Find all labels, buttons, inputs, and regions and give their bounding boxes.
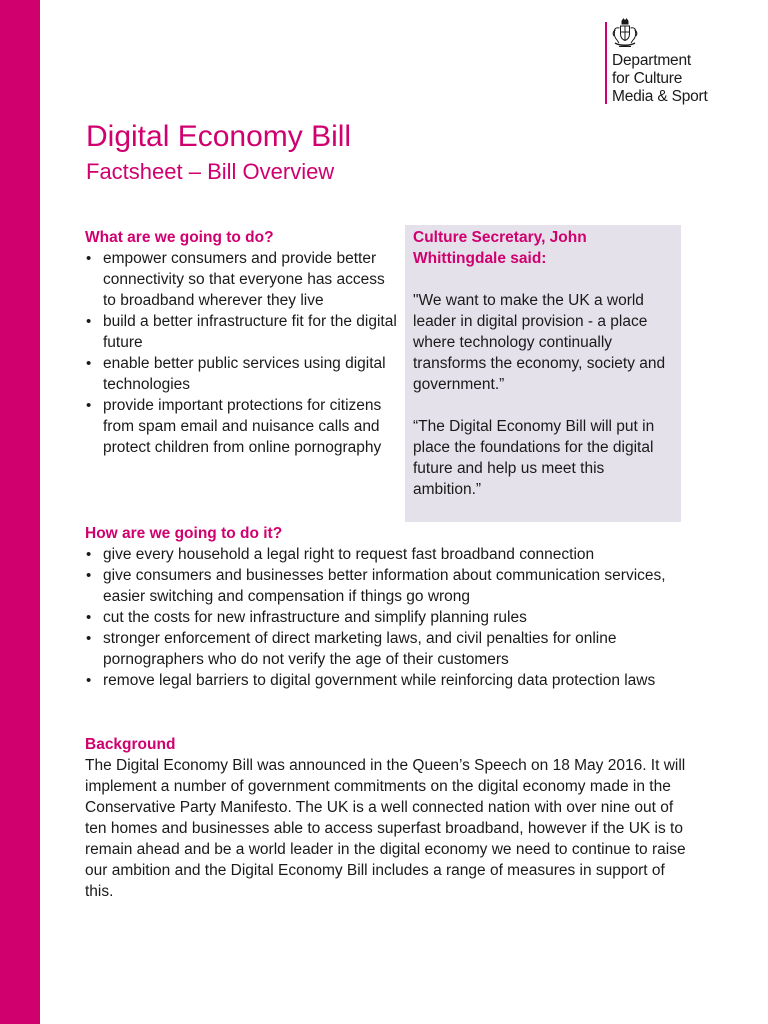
side-accent-bar	[0, 0, 40, 1024]
how-list-item: • stronger enforcement of direct marketing laws, and civil penalties for online pornographers who do not verify the age of their customers	[85, 628, 695, 670]
document-title: Digital Economy Bill	[86, 120, 352, 153]
how-list-item: • give every household a legal right to request fast broadband connection	[85, 544, 695, 565]
how-list-item: • remove legal barriers to digital government while reinforcing data protection laws	[85, 670, 695, 691]
what-list-item: • empower consumers and provide better connectivity so that everyone has access to broadband wherever they live	[85, 248, 397, 311]
quote-heading: Culture Secretary, John Whittingdale said:	[413, 229, 587, 267]
department-name-line-1: Department	[612, 52, 691, 69]
how-list-item: • cut the costs for new infrastructure and simplify planning rules	[85, 607, 695, 628]
how-list-item: • give consumers and businesses better information about communication services, easier switching and compensation if things go wrong	[85, 565, 695, 607]
department-name-line-2: for Culture	[612, 70, 683, 87]
what-section	[85, 227, 397, 458]
department-name-line-3: Media & Sport	[612, 88, 708, 105]
what-list-item: • provide important protections for citizens from spam email and nuisance calls and protect children from online pornography	[85, 395, 397, 458]
dcms-logo	[602, 18, 752, 108]
what-list-item: • enable better public services using digital technologies	[85, 353, 397, 395]
quote-paragraph-1: "We want to make the UK a world leader in digital provision - a place where technology continually transforms the economy, society and government.”	[413, 292, 666, 393]
background-paragraph: The Digital Economy Bill was announced in the Queen’s Speech on 18 May 2016. It will implement a number of government commitments on the digital economy made in the Conservative Party Manifesto. The UK is a well connected nation with over nine out of ten homes and businesses able to access superfast broadband, however if the UK is to remain ahead and be a world leader in the digital economy we need to continue to raise our ambition and the Digital Economy Bill includes a range of measures in support of this.	[85, 757, 686, 900]
quote-box	[405, 225, 681, 522]
logo-divider	[605, 22, 607, 104]
how-heading: How are we going to do it?	[85, 525, 283, 542]
how-section	[85, 523, 695, 691]
department-name	[612, 52, 708, 106]
royal-coat-of-arms-icon	[610, 18, 640, 50]
background-heading: Background	[85, 736, 176, 753]
how-list	[85, 544, 695, 691]
quote-paragraph-2: “The Digital Economy Bill will put in place the foundations for the digital future and help us meet this ambition.”	[413, 418, 655, 498]
what-list	[85, 248, 397, 458]
document-subtitle: Factsheet – Bill Overview	[86, 159, 335, 184]
what-heading: What are we going to do?	[85, 229, 274, 246]
what-list-item: • build a better infrastructure fit for the digital future	[85, 311, 397, 353]
background-section	[85, 734, 695, 902]
